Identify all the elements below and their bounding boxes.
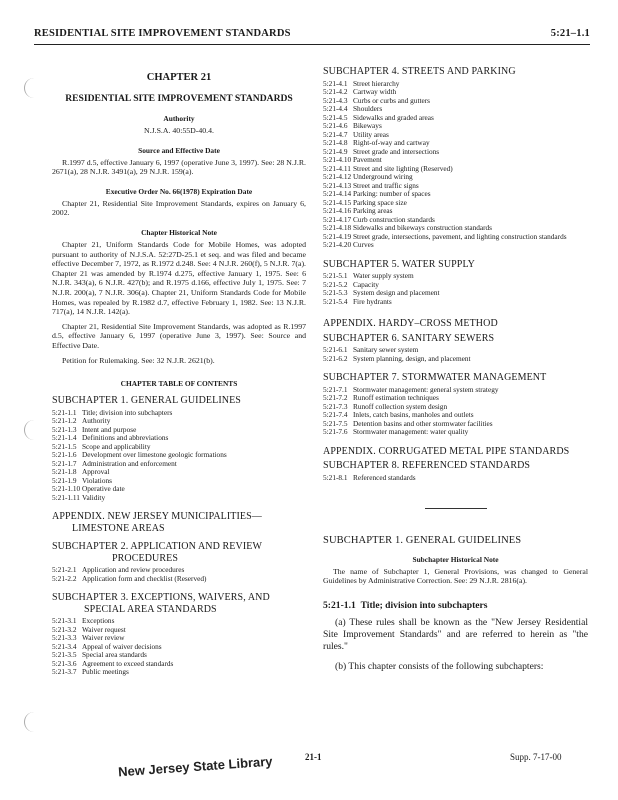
toc-entry: [323, 241, 588, 250]
toc-entry-title: Approval: [82, 467, 110, 477]
toc-entry-number: 5:21-1.9: [52, 475, 77, 485]
subchapter-title-line: PROCEDURES: [112, 552, 179, 564]
toc-entry-title: Bikeways: [353, 121, 382, 130]
header-title: RESIDENTIAL SITE IMPROVEMENT STANDARDS: [34, 28, 291, 39]
chapter-number: CHAPTER 21: [146, 72, 212, 83]
authority-text: N.J.S.A. 40:55D-40.4.: [144, 126, 214, 135]
toc-subchapter-6-title: SUBCHAPTER 6. SANITARY SEWERS: [323, 332, 495, 344]
toc-entry-title: Definitions and abbreviations: [82, 433, 169, 443]
toc-entry-title: Underground wiring: [353, 172, 413, 181]
toc-entry-number: 5:21-1.1: [52, 407, 77, 417]
toc-entry-number: 5:21-6.1: [323, 345, 348, 354]
toc-entry-number: 5:21-4.6: [323, 121, 348, 130]
toc-entry-number: 5:21-8.1: [323, 472, 348, 482]
paragraph-b: (b) This chapter consists of the following subchapters:: [335, 661, 544, 673]
appendix-line: APPENDIX. NEW JERSEY MUNICIPALITIES—: [52, 511, 262, 523]
left-column: [52, 72, 306, 677]
toc-entry-number: 5:21-7.5: [323, 418, 348, 428]
toc-entry-number: 5:21-6.2: [323, 353, 348, 363]
toc-entry-number: 5:21-3.6: [52, 658, 77, 668]
right-column: [323, 66, 588, 674]
toc-entry: [323, 474, 588, 483]
toc-entry: [323, 355, 588, 364]
toc-entry-title: Street grade and intersections: [353, 146, 440, 156]
toc-entry: [52, 494, 306, 503]
toc-entry-title: Street and traffic signs: [353, 180, 419, 190]
toc-entry-title: Detention basins and other stormwater facilities: [353, 418, 493, 428]
toc-entry-title: Pavement: [353, 155, 382, 164]
toc-entry-title: Administration and enforcement: [82, 458, 177, 468]
toc-entry-number: 5:21-1.3: [52, 424, 77, 434]
body-subchapter-1-title: SUBCHAPTER 1. GENERAL GUIDELINES: [323, 535, 522, 546]
toc-subchapter-3-list: [52, 617, 306, 677]
toc-entry-title: Cartway width: [353, 87, 397, 96]
toc-entry-number: 5:21-4.3: [323, 95, 348, 105]
paragraph-a: (a) These rules shall be known as the "New Jersey Residential Site Improvement Standards" and are referred to herein as "the rules.": [323, 616, 588, 653]
source-heading: Source and Effective Date: [138, 145, 220, 155]
toc-entry-title: Street and site lighting (Reserved): [353, 163, 453, 173]
binder-hole-mark: [24, 78, 39, 98]
toc-entry-number: 5:21-4.11: [323, 163, 351, 173]
toc-entry-title: Operative date: [82, 484, 125, 494]
running-header: [34, 28, 590, 39]
historical-note-p3: Petition for Rulemaking. See: 32 N.J.R. 2621(b).: [62, 355, 215, 365]
toc-entry-number: 5:21-4.14: [323, 189, 352, 198]
toc-entry-title: Validity: [82, 492, 106, 502]
toc-entry: [323, 428, 588, 437]
historical-note-p1: Chapter 21, Uniform Standards Code for Mobile Homes, was adopted pursuant to authority of N.J.S.A. 52:27D-25.1 et seq. and was filed and became effective December 7, 1972, as R.1972 d.248. See: 4 N.J.R. 260(f), 5 N.J.R. 7(a). Chapter 21 was amended by R.1974 d.275, effective January 1, 1975. See: 6 N.J.R. 343(a), 6 N.J.R. 427(b); and R.1975 d.166, effective July 1, 1975. See: 7 N.J.R. 200(a), 7 N.J.R. 306(a). Chapter 21, Uniform Standards Code for Mobile Homes, was repealed by R.1982 d.7, effective February 1, 1982. See: 13 N.J.R. 717(a), 14 N.J.R. 142(a).: [52, 239, 306, 317]
toc-entry-title: Sanitary sewer system: [353, 345, 419, 354]
toc-entry-title: System design and placement: [353, 288, 440, 297]
toc-entry-number: 5:21-5.3: [323, 288, 348, 297]
toc-entry-title: Application form and checklist (Reserved): [82, 573, 207, 583]
toc-entry-title: Development over limestone geologic formations: [82, 450, 227, 460]
toc-entry-title: Stormwater management: water quality: [353, 427, 469, 436]
toc-subchapter-7-list: [323, 386, 588, 437]
toc-entry-title: Referenced standards: [353, 472, 416, 482]
toc-entry-number: 5:21-2.2: [52, 573, 77, 583]
toc-heading: CHAPTER TABLE OF CONTENTS: [120, 379, 238, 389]
toc-entry-number: 5:21-2.1: [52, 565, 77, 575]
toc-entry-number: 5:21-5.4: [323, 296, 348, 306]
toc-entry-number: 5:21-4.15: [323, 197, 352, 207]
toc-entry-number: 5:21-3.7: [52, 667, 77, 677]
exec-order-heading: Executive Order No. 66(1978) Expiration Date: [105, 186, 253, 196]
toc-entry-number: 5:21-1.10: [52, 484, 81, 494]
toc-entry-number: 5:21-7.3: [323, 401, 348, 411]
toc-entry-title: Curb construction standards: [353, 214, 435, 224]
toc-entry-number: 5:21-3.1: [52, 616, 77, 626]
toc-entry-number: 5:21-4.7: [323, 129, 348, 139]
toc-entry: [52, 575, 306, 584]
toc-entry: [323, 298, 588, 307]
source-text: R.1997 d.5, effective January 6, 1997 (operative June 3, 1997). See: 28 N.J.R. 2671(a), 28 N.J.R. 3491(a), 29 N.J.R. 159(a).: [52, 157, 306, 177]
toc-entry-number: 5:21-4.10: [323, 155, 352, 164]
toc-entry-number: 5:21-7.6: [323, 427, 348, 436]
toc-entry-number: 5:21-3.5: [52, 650, 77, 660]
toc-entry-number: 5:21-4.2: [323, 87, 348, 96]
toc-subchapter-2-title: [52, 541, 306, 564]
toc-entry-title: Violations: [82, 475, 112, 485]
appendix-line: LIMESTONE AREAS: [72, 522, 165, 534]
toc-entry-number: 5:21-1.11: [52, 492, 80, 502]
toc-entry-title: Parking: number of spaces: [353, 189, 431, 198]
page-number: 21-1: [305, 752, 322, 762]
toc-entry-number: 5:21-1.4: [52, 433, 77, 443]
toc-entry-title: Sidewalks and graded areas: [353, 112, 434, 122]
toc-subchapter-6-list: [323, 346, 588, 363]
toc-entry-title: Special area standards: [82, 650, 147, 660]
toc-entry-number: 5:21-4.9: [323, 146, 348, 156]
toc-entry-title: Parking space size: [353, 197, 407, 207]
toc-entry-title: Curbs or curbs and gutters: [353, 95, 431, 105]
toc-subchapter-3-title: [52, 592, 306, 615]
toc-subchapter-8-title: SUBCHAPTER 8. REFERENCED STANDARDS: [323, 460, 531, 471]
toc-subchapter-1-list: [52, 409, 306, 503]
toc-entry-title: Stormwater management: general system strategy: [353, 384, 499, 394]
toc-entry-title: Waiver request: [82, 624, 126, 634]
toc-entry-title: Public meetings: [82, 667, 129, 677]
toc-subchapter-7-title: SUBCHAPTER 7. STORMWATER MANAGEMENT: [323, 372, 547, 383]
toc-entry-title: Parking areas: [353, 206, 393, 215]
toc-entry-number: 5:21-7.1: [323, 384, 348, 394]
toc-entry-number: 5:21-1.7: [52, 458, 77, 468]
toc-entry-title: Waiver review: [82, 633, 125, 643]
historical-note-heading: Chapter Historical Note: [141, 227, 217, 237]
toc-entry-title: Curves: [353, 240, 374, 249]
toc-subchapter-1-title: SUBCHAPTER 1. GENERAL GUIDELINES: [52, 395, 241, 407]
toc-entry-number: 5:21-4.4: [323, 104, 348, 113]
toc-entry-title: Exceptions: [82, 616, 115, 626]
toc-entry-number: 5:21-7.4: [323, 410, 348, 419]
toc-entry-title: Fire hydrants: [353, 296, 392, 306]
toc-entry-title: Runoff estimation techniques: [353, 393, 439, 402]
toc-entry-title: Intent and purpose: [82, 424, 137, 434]
section-heading: [323, 600, 588, 611]
toc-entry-title: Street grade, intersections, pavement, and lighting construction standards: [353, 231, 567, 241]
toc-entry-title: Utility areas: [353, 129, 389, 139]
toc-appendix-limestone: [52, 511, 306, 534]
toc-entry-number: 5:21-4.1: [323, 78, 348, 88]
toc-entry-title: Right-of-way and cartway: [353, 138, 430, 147]
toc-entry-number: 5:21-4.13: [323, 180, 352, 190]
binder-hole-mark: [24, 420, 39, 440]
toc-entry-title: Scope and applicability: [82, 441, 151, 451]
supplement-date: Supp. 7-17-00: [510, 752, 562, 762]
toc-entry-title: Title; division into subchapters: [82, 407, 173, 417]
toc-entry-number: 5:21-1.2: [52, 416, 77, 426]
chapter-title: RESIDENTIAL SITE IMPROVEMENT STANDARDS: [65, 93, 293, 104]
toc-entry-number: 5:21-5.1: [323, 271, 348, 280]
subchapter-note-heading: Subchapter Historical Note: [412, 554, 499, 564]
toc-entry-title: Water supply system: [353, 271, 414, 280]
toc-entry-number: 5:21-1.5: [52, 441, 77, 451]
binder-hole-mark: [24, 712, 39, 732]
toc-entry-number: 5:21-4.17: [323, 214, 352, 224]
toc-entry-number: 5:21-1.8: [52, 467, 77, 477]
toc-entry-title: System planning, design, and placement: [353, 353, 471, 363]
toc-entry: [52, 668, 306, 677]
subchapter-title-line: SUBCHAPTER 3. EXCEPTIONS, WAIVERS, AND: [52, 592, 270, 604]
toc-entry-title: Street hierarchy: [353, 78, 400, 88]
toc-entry-number: 5:21-4.8: [323, 138, 348, 147]
toc-entry-number: 5:21-1.6: [52, 450, 77, 460]
toc-subchapter-5-list: [323, 272, 588, 306]
authority-heading: Authority: [163, 114, 195, 123]
toc-subchapter-8-list: [323, 474, 588, 483]
toc-entry-title: Shoulders: [353, 104, 383, 113]
subchapter-title-line: SUBCHAPTER 2. APPLICATION AND REVIEW: [52, 541, 263, 553]
header-rule: [34, 44, 590, 45]
section-number: 5:21-1.1: [323, 599, 356, 611]
toc-entry-number: 5:21-4.12: [323, 172, 352, 181]
toc-subchapter-4-title: SUBCHAPTER 4. STREETS AND PARKING: [323, 66, 516, 77]
toc-entry-title: Application and review procedures: [82, 565, 185, 575]
toc-entry-number: 5:21-3.4: [52, 641, 77, 651]
toc-entry-number: 5:21-4.16: [323, 206, 352, 215]
toc-entry-title: Agreement to exceed standards: [82, 658, 174, 668]
toc-entry-number: 5:21-5.2: [323, 279, 348, 289]
toc-subchapter-4-list: [323, 80, 588, 250]
toc-entry-title: Inlets, catch basins, manholes and outlets: [353, 410, 474, 419]
toc-entry-number: 5:21-4.5: [323, 112, 348, 122]
toc-appendix-corrugated: APPENDIX. CORRUGATED METAL PIPE STANDARDS: [323, 445, 570, 457]
header-section: 5:21–1.1: [550, 28, 590, 39]
historical-note-p2: Chapter 21, Residential Site Improvement Standards, was adopted as R.1997 d.5, effective January 6, 1997 (operative June 3, 1997). See: Source and Effective Date.: [52, 321, 306, 350]
section-title: Title; division into subchapters: [360, 599, 488, 611]
exec-order-text: Chapter 21, Residential Site Improvement Standards, expires on January 6, 2002.: [52, 198, 306, 218]
toc-entry-title: Authority: [82, 416, 111, 426]
toc-entry-title: Runoff collection system design: [353, 401, 448, 411]
toc-entry-number: 5:21-4.19: [323, 231, 352, 241]
toc-entry-number: 5:21-4.18: [323, 223, 352, 232]
toc-appendix-hardy-cross: APPENDIX. HARDY–CROSS METHOD: [323, 318, 498, 329]
toc-subchapter-5-title: SUBCHAPTER 5. WATER SUPPLY: [323, 258, 475, 270]
toc-entry-number: 5:21-3.3: [52, 633, 77, 643]
section-divider: [425, 508, 487, 509]
subchapter-title-line: SPECIAL AREA STANDARDS: [84, 603, 217, 615]
toc-entry-title: Capacity: [353, 279, 379, 289]
toc-entry-title: Appeal of waiver decisions: [82, 641, 162, 651]
toc-entry-title: Sidewalks and bikeways construction standards: [353, 223, 493, 232]
subchapter-note-text: The name of Subchapter 1, General Provisions, was changed to General Guidelines by Administrative Correction. See: 29 N.J.R. 2816(a).: [323, 566, 588, 586]
toc-subchapter-2-list: [52, 566, 306, 583]
toc-entry-number: 5:21-7.2: [323, 393, 348, 402]
toc-entry-number: 5:21-4.20: [323, 240, 352, 249]
toc-entry-number: 5:21-3.2: [52, 624, 77, 634]
library-stamp: New Jersey State Library: [117, 753, 273, 780]
